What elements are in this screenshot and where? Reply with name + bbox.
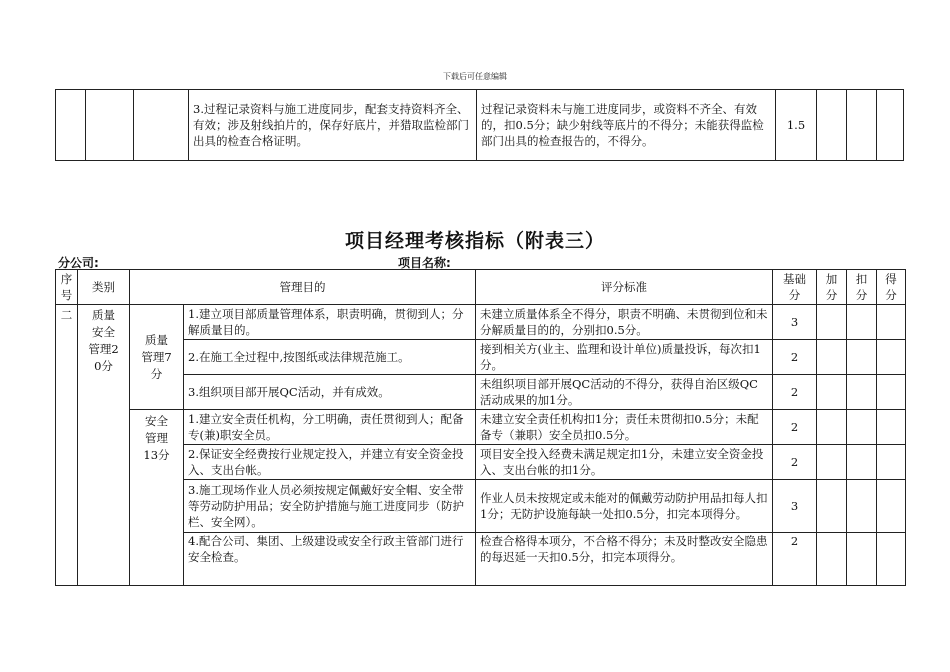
criteria-cell: 接到相关方(业主、监理和设计单位)质量投诉，每次扣1分。 bbox=[476, 340, 773, 375]
base-score-cell: 3 bbox=[773, 480, 817, 533]
purpose-cell: 3.施工现场作业人员必须按规定佩戴好安全帽、安全带等劳动防护用品；安全防护措施与施工进度同步（防护栏、安全网）。 bbox=[184, 480, 476, 533]
header-base: 基础分 bbox=[773, 270, 817, 305]
header-score: 得分 bbox=[877, 270, 906, 305]
header-deduct: 扣分 bbox=[847, 270, 877, 305]
criteria-cell: 作业人员未按规定或未能对的佩戴劳动防护用品扣每人扣1分；无防护设施每缺一处扣0.5分，扣完本项得分。 bbox=[476, 480, 773, 533]
purpose-cell: 3.过程记录资料与施工进度同步，配套支持资料齐全、有效；涉及射线拍片的，保存好底片，并猎取监检部门出具的检查合格证明。 bbox=[189, 90, 477, 161]
header-add: 加分 bbox=[817, 270, 847, 305]
header-seq: 序号 bbox=[56, 270, 78, 305]
branch-label: 分公司: bbox=[58, 256, 99, 270]
base-score-cell: 2 bbox=[773, 533, 817, 586]
section-seq: 二 bbox=[56, 305, 78, 586]
criteria-cell: 未建立安全责任机构扣1分；责任未贯彻扣0.5分；未配备专（兼职）安全员扣0.5分。 bbox=[476, 410, 773, 445]
page-title: 项目经理考核指标（附表三） bbox=[344, 230, 605, 252]
base-score-cell: 2 bbox=[773, 340, 817, 375]
table-row bbox=[56, 375, 906, 410]
table-row bbox=[56, 410, 906, 445]
criteria-cell: 检查合格得本项分，不合格不得分；未及时整改安全隐患的每迟延一天扣0.5分，扣完本项得分。 bbox=[476, 533, 773, 586]
header-row bbox=[56, 270, 906, 305]
previous-page-table bbox=[55, 89, 904, 161]
project-label: 项目名称: bbox=[398, 256, 451, 270]
purpose-cell: 1.建立安全责任机构，分工明确，责任贯彻到人；配备专(兼)职安全员。 bbox=[184, 410, 476, 445]
assessment-table bbox=[55, 269, 906, 586]
base-score-cell: 2 bbox=[773, 410, 817, 445]
base-score-cell: 2 bbox=[773, 375, 817, 410]
top-note: 下载后可任意编辑 bbox=[443, 72, 507, 81]
table-row bbox=[56, 305, 906, 340]
purpose-cell: 3.组织项目部开展QC活动，并有成效。 bbox=[184, 375, 476, 410]
criteria-cell: 过程记录资料未与施工进度同步，或资料不齐全、有效的，扣0.5分；缺少射线等底片的不得分；未能获得监检部门出具的检查报告的，不得分。 bbox=[477, 90, 776, 161]
base-score-cell: 2 bbox=[773, 445, 817, 480]
table-row bbox=[56, 90, 904, 161]
group-safety: 安全管理13分 bbox=[130, 410, 184, 586]
purpose-cell: 1.建立项目部质量管理体系，职责明确，贯彻到人；分解质量目的。 bbox=[184, 305, 476, 340]
table-row bbox=[56, 445, 906, 480]
criteria-cell: 未建立质量体系全不得分，职责不明确、未贯彻到位和未分解质量目的的，分别扣0.5分。 bbox=[476, 305, 773, 340]
header-criteria: 评分标准 bbox=[476, 270, 773, 305]
table-row bbox=[56, 533, 906, 586]
criteria-cell: 项目安全投入经费未满足规定扣1分，未建立安全资金投入、支出台帐的扣1分。 bbox=[476, 445, 773, 480]
table-row bbox=[56, 340, 906, 375]
purpose-cell: 2.在施工全过程中,按图纸或法律规范施工。 bbox=[184, 340, 476, 375]
base-score-cell: 1.5 bbox=[776, 90, 817, 161]
group-quality: 质量管理7分 bbox=[130, 305, 184, 410]
section-category: 质量安全管理20分 bbox=[78, 305, 130, 586]
criteria-cell: 未组织项目部开展QC活动的不得分，获得自治区级QC活动成果的加1分。 bbox=[476, 375, 773, 410]
base-score-cell: 3 bbox=[773, 305, 817, 340]
header-category: 类别 bbox=[78, 270, 130, 305]
purpose-cell: 4.配合公司、集团、上级建设或安全行政主管部门进行安全检查。 bbox=[184, 533, 476, 586]
header-purpose: 管理目的 bbox=[130, 270, 476, 305]
table-row bbox=[56, 480, 906, 533]
purpose-cell: 2.保证安全经费按行业规定投入，并建立有安全资金投入、支出台帐。 bbox=[184, 445, 476, 480]
